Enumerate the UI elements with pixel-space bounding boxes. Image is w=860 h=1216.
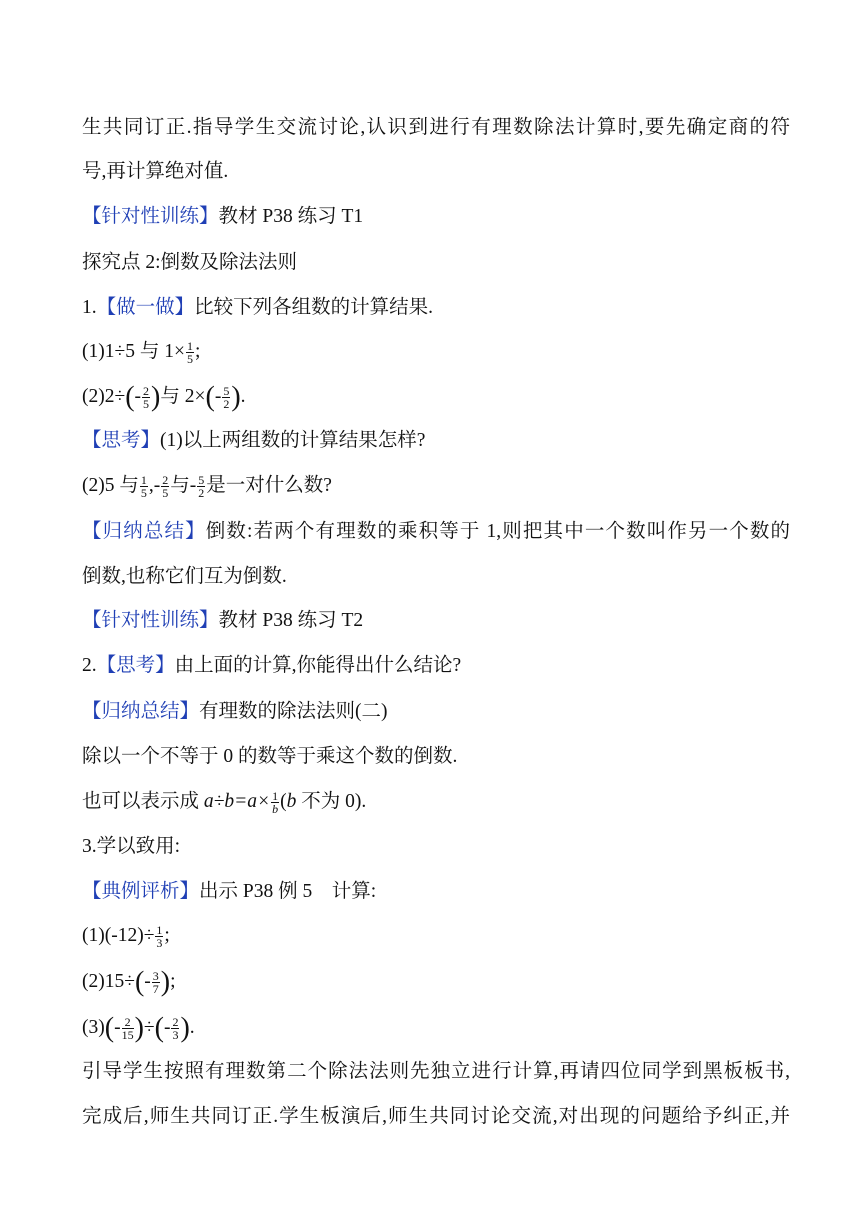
fraction	[155, 924, 163, 949]
math-line-1	[82, 337, 790, 367]
right-paren: )	[160, 966, 171, 998]
fraction-numerator: 2	[143, 384, 150, 399]
section-tag: 【针对性训练】	[82, 206, 219, 227]
fraction-denominator: 5	[162, 486, 169, 501]
math-text: 与-	[170, 475, 197, 496]
section-tag: 【做一做】	[96, 297, 195, 318]
fraction-numerator: 3	[152, 969, 159, 984]
fraction-numerator: 1	[140, 473, 147, 488]
section-tag: 【针对性训练】	[82, 610, 219, 631]
apply-heading: 3.学以致用:	[82, 836, 181, 857]
left-paren: (	[134, 966, 145, 998]
math-text: 是一对什么数?	[206, 475, 332, 496]
math-text: (2)5 与	[82, 475, 139, 496]
fraction-denominator: 2	[223, 397, 230, 412]
item-number: 2.	[82, 655, 97, 676]
math-text: ,-	[148, 475, 161, 496]
fraction-numerator: 5	[223, 384, 230, 399]
math-text: (2)2÷	[82, 386, 126, 407]
math-text: (3)	[82, 1017, 105, 1038]
fraction-numerator: 1	[156, 923, 163, 938]
explore-heading: 探究点 2:倒数及除法法则	[82, 252, 298, 273]
training-line-1	[82, 202, 790, 232]
math-text: (	[280, 791, 287, 812]
fraction	[222, 385, 230, 410]
fraction-denominator: 5	[143, 397, 150, 412]
training-text: 教材 P38 练习 T2	[218, 610, 364, 631]
fraction	[197, 474, 205, 499]
example-line	[82, 877, 790, 907]
fraction-numerator: 5	[198, 473, 205, 488]
example-math-3: (3)(- $\frac{2}{15}$ )÷(- $\frac{2}{3}$ ).	[82, 1012, 195, 1044]
fraction	[161, 474, 169, 499]
example-math-1	[82, 921, 790, 951]
fraction-numerator: 1	[186, 339, 193, 354]
fraction-numerator: 2	[122, 1016, 134, 1029]
task-1-line	[82, 293, 790, 323]
fraction	[186, 340, 194, 365]
formula: a÷b=a×	[203, 791, 271, 812]
left-paren: (	[205, 381, 215, 413]
fraction	[271, 790, 279, 815]
math-line-2: (2)2÷(- $\frac{2}{5}$ )与 2×(- $\frac{5}{2}$ ).	[82, 381, 246, 413]
fraction-denominator: 2	[198, 486, 205, 501]
section-tag: 【典例评析】	[82, 881, 200, 902]
fraction-numerator: 2	[162, 473, 169, 488]
summary-line-3	[82, 697, 790, 727]
think-line-1	[82, 426, 790, 456]
math-text: (1)1÷5 与 1×	[82, 341, 185, 362]
example-math-2: (2)15÷(- $\frac{3}{7}$ );	[82, 966, 176, 998]
summary-text: 有理数的除法法则(二)	[199, 701, 388, 722]
fraction	[140, 474, 148, 499]
left-paren: (	[104, 1012, 115, 1044]
section-tag: 【归纳总结】	[82, 701, 200, 722]
section-tag: 【思考】	[96, 655, 175, 676]
summary-text: 倒数:若两个有理数的乘积等于 1,则把其中一个数叫作另一个数的	[205, 521, 790, 542]
right-paren: )	[180, 1012, 190, 1044]
right-paren: )	[151, 381, 161, 413]
rule-line: 除以一个不等于 0 的数等于乘这个数的倒数.	[82, 746, 458, 767]
paragraph-line-1: 生共同订正.指导学生交流讨论,认识到进行有理数除法计算时,要先确定商的符	[82, 117, 790, 138]
fraction-denominator: 5	[140, 486, 147, 501]
training-line-2	[82, 606, 790, 636]
math-text: .	[240, 386, 246, 407]
right-paren: )	[231, 381, 241, 413]
task-text: 由上面的计算,你能得出什么结论?	[174, 655, 462, 676]
fraction-denominator: 3	[172, 1028, 179, 1043]
summary-line-2: 倒数,也称它们互为倒数.	[82, 566, 287, 587]
variable: b	[286, 791, 297, 812]
fraction-denominator: 15	[121, 1028, 134, 1043]
fraction	[122, 1016, 134, 1041]
section-tag: 【归纳总结】	[82, 521, 206, 542]
fraction	[152, 970, 160, 995]
fraction-denominator: 3	[156, 936, 163, 951]
math-text: 不为 0).	[296, 791, 367, 812]
paragraph-line-4: 完成后,师生共同订正.学生板演后,师生共同讨论交流,对出现的问题给予纠正,并	[82, 1106, 790, 1127]
left-paren: (	[154, 1012, 164, 1044]
fraction	[171, 1016, 179, 1041]
math-text: (2)15÷	[82, 971, 135, 992]
summary-line-1	[82, 517, 790, 547]
item-number: 1.	[82, 297, 97, 318]
fraction-denominator: b	[272, 802, 279, 817]
paragraph-line-3: 引导学生按照有理数第二个除法法则先独立进行计算,再请四位同学到黑板板书,	[82, 1061, 790, 1082]
example-text: 出示 P38 例 5 计算:	[199, 881, 377, 902]
fraction	[142, 385, 150, 410]
rule-formula-line	[82, 787, 790, 817]
math-text: .	[189, 1017, 195, 1038]
math-text: 与 2×	[160, 386, 206, 407]
training-text: 教材 P38 练习 T1	[218, 206, 364, 227]
math-text: (1)(-12)÷	[82, 925, 155, 946]
fraction-numerator: 1	[272, 789, 279, 804]
paragraph-line-2: 号,再计算绝对值.	[82, 161, 229, 182]
think-text: (1)以上两组数的计算结果怎样?	[160, 430, 426, 451]
math-text: ;	[170, 971, 176, 992]
math-text: ;	[194, 341, 201, 362]
task-text: 比较下列各组数的计算结果.	[194, 297, 434, 318]
math-text: ÷	[143, 1017, 155, 1038]
fraction-denominator: 7	[152, 982, 159, 997]
section-tag: 【思考】	[82, 430, 161, 451]
math-text: 也可以表示成	[82, 791, 204, 812]
think-line-2	[82, 471, 790, 501]
fraction-numerator: 2	[172, 1015, 179, 1030]
left-paren: (	[125, 381, 135, 413]
math-text: ;	[164, 925, 170, 946]
fraction-denominator: 5	[186, 352, 193, 367]
right-paren: )	[134, 1012, 144, 1044]
task-2-line	[82, 651, 790, 681]
